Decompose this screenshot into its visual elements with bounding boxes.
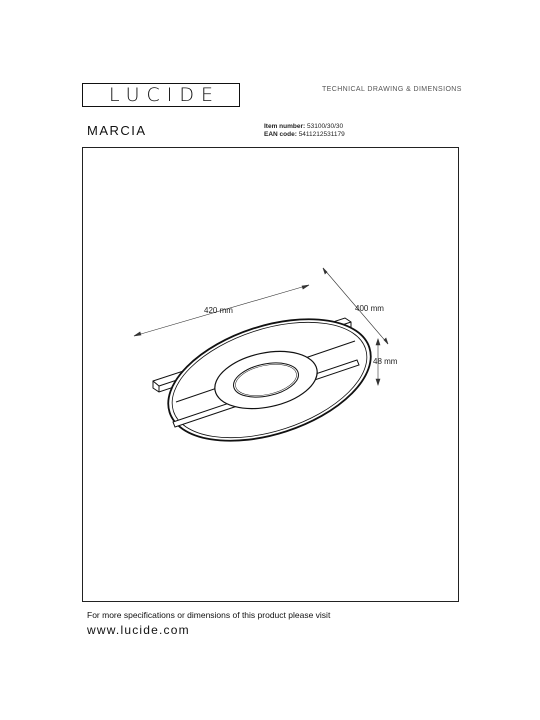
depth-dimension-label: 400 mm xyxy=(355,304,384,313)
logo-text: LUCIDE xyxy=(108,83,221,106)
ean-code-value: 5411212531179 xyxy=(298,131,345,138)
height-dimension-label: 48 mm xyxy=(373,357,398,366)
item-number-label: Item number: xyxy=(264,123,306,130)
ean-code-label: EAN code: xyxy=(264,131,297,138)
width-dimension-label: 420 mm xyxy=(204,306,233,315)
item-number-value: 53100/30/30 xyxy=(306,123,344,130)
product-name: MARCIA xyxy=(87,123,147,138)
footer-note: For more specifications or dimensions of this product please visit xyxy=(87,610,331,620)
document-type: TECHNICAL DRAWING & DIMENSIONS xyxy=(322,86,462,93)
website-link[interactable]: www.lucide.com xyxy=(87,623,190,637)
